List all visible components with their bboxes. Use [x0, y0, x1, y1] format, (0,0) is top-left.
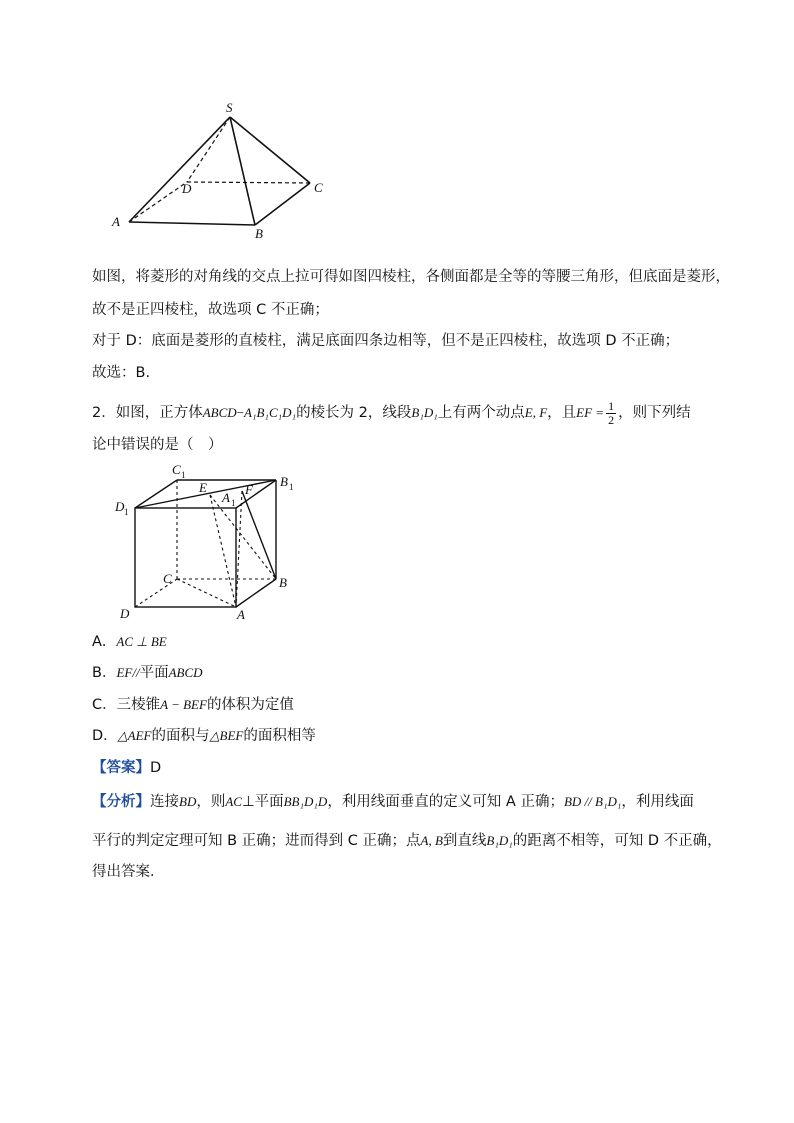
- para1-line2: 故不是正四棱柱，故选项 C 不正确；: [92, 302, 329, 318]
- analysis-m5: A, B: [420, 833, 443, 848]
- label-A1: A: [222, 490, 230, 505]
- label-B1-sub: 1: [289, 482, 294, 492]
- label-D1: D: [115, 499, 125, 514]
- label-B1: B: [280, 474, 288, 489]
- analysis-m2: AC: [225, 794, 242, 809]
- option-c-math: A − BEF: [160, 697, 207, 712]
- label-A1-sub: 1: [231, 498, 236, 508]
- q2-intro-b: 的棱长为 2，线段: [296, 405, 412, 421]
- q2-segment: B₁D₁: [411, 405, 438, 420]
- q2-cube-name: ABCD: [202, 405, 237, 420]
- label-D: D: [182, 181, 192, 196]
- label-D: D: [120, 606, 130, 621]
- analysis-t5: ，利用线面: [621, 794, 694, 810]
- label-A: A: [112, 214, 120, 229]
- label-B: B: [279, 575, 287, 590]
- analysis-line2: [92, 829, 722, 853]
- label-C1: C: [172, 462, 181, 477]
- option-a: [92, 631, 167, 653]
- label-S: S: [226, 100, 233, 115]
- analysis-line2c: 的距离不相等，可知 D 不正确，: [512, 833, 722, 849]
- answer-value: D: [150, 760, 162, 776]
- para1-line4: 故选：B.: [92, 365, 151, 381]
- option-a-math: AC ⊥ BE: [116, 634, 167, 649]
- option-b-math1: EF: [116, 665, 133, 680]
- analysis-label: 【分析】: [92, 794, 150, 810]
- q2-dash: −: [236, 405, 245, 420]
- analysis-m1: BD: [179, 794, 197, 809]
- para1-line3: 对于 D：底面是菱形的直棱柱，满足底面四条边相等，但不是正四棱柱，故选项 D 不正确；: [92, 333, 680, 349]
- option-b-text: 平面: [139, 665, 169, 681]
- option-d: [92, 725, 316, 747]
- option-c-prefix: C．三棱锥: [92, 697, 161, 713]
- option-d-math1: △AEF: [117, 728, 152, 743]
- analysis-t4: ，利用线面垂直的定义可知 A 正确；: [327, 794, 564, 810]
- analysis-m4: BD // B₁D₁: [563, 794, 622, 809]
- question2-line2: 论中错误的是（ ）: [92, 437, 223, 453]
- q2-intro-a: 2．如图，正方体: [92, 405, 203, 421]
- analysis-m6: B₁D₁: [486, 833, 513, 848]
- cube-figure: [100, 458, 310, 628]
- option-d-math2: △BEF: [209, 728, 244, 743]
- label-E: E: [199, 480, 207, 495]
- option-b: [92, 662, 203, 684]
- answer-label: 【答案】: [92, 760, 150, 776]
- analysis-line1: [92, 789, 694, 815]
- label-F: F: [245, 482, 253, 497]
- analysis-line2b: 到直线: [442, 833, 487, 849]
- option-d-text1: 的面积与: [151, 728, 210, 744]
- q2-intro-e: ，则下列结: [618, 405, 691, 421]
- pyramid-figure: [100, 95, 340, 245]
- q2-ef-eq: EF =: [576, 405, 605, 420]
- q2-cube-name2: A₁B₁C₁D₁: [244, 405, 297, 420]
- para1-line1: 如图，将菱形的对角线的交点上拉可得如图四棱柱，各侧面都是全等的等腰三角形，但底面是菱形，: [92, 269, 730, 285]
- option-b-math2: ABCD: [168, 665, 203, 680]
- q2-intro-d: ，且: [547, 405, 577, 421]
- label-C: C: [163, 571, 172, 586]
- analysis-t2: ，则: [196, 794, 226, 810]
- label-B: B: [255, 226, 263, 241]
- label-A: A: [237, 607, 245, 622]
- q2-points: E, F: [524, 405, 548, 420]
- label-C: C: [314, 180, 323, 195]
- q2-intro-c: 上有两个动点: [437, 405, 525, 421]
- option-a-prefix: A．: [92, 634, 117, 650]
- analysis-line2a: 平行的判定定理可知 B 正确；进而得到 C 正确；点: [92, 833, 421, 849]
- option-b-prefix: B．: [92, 665, 117, 681]
- q2-frac-den: 2: [608, 412, 615, 427]
- option-b-sym: //: [132, 665, 140, 680]
- answer-line: [92, 757, 161, 779]
- analysis-t1: 连接: [150, 794, 179, 810]
- q2-frac-num: 1: [608, 398, 615, 413]
- question2-line1: [92, 396, 691, 430]
- q2-fraction: [606, 400, 616, 427]
- label-D1-sub: 1: [124, 507, 129, 517]
- option-d-text2: 的面积相等: [243, 728, 316, 744]
- option-d-prefix: D．: [92, 728, 118, 744]
- analysis-m3: BB₁D₁D: [283, 794, 328, 809]
- option-c-text: 的体积为定值: [206, 697, 294, 713]
- analysis-line3: 得出答案．: [92, 864, 165, 880]
- option-c: [92, 694, 294, 716]
- label-C1-sub: 1: [181, 470, 186, 480]
- analysis-t3: ⊥平面: [241, 794, 284, 810]
